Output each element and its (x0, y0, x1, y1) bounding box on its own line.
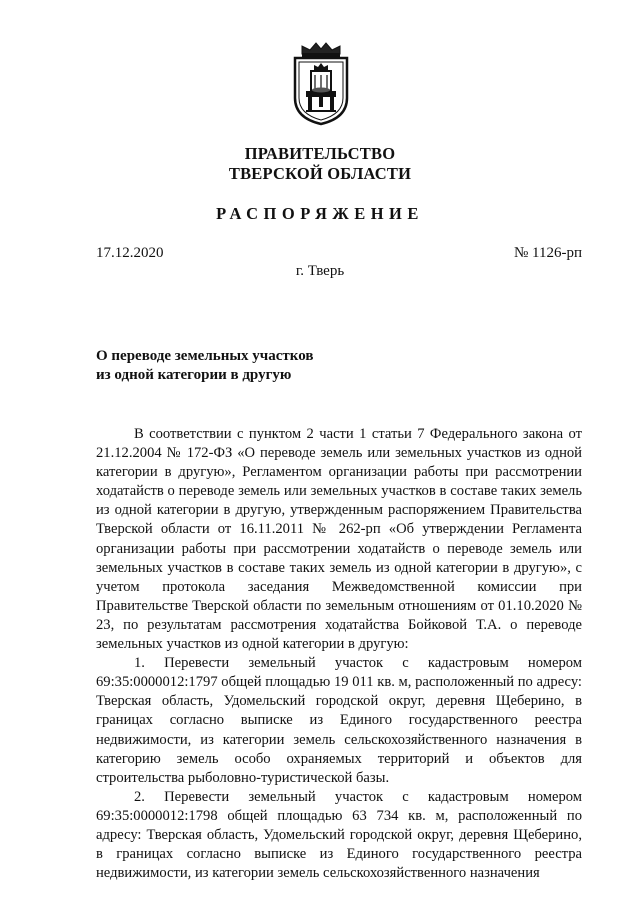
government-name-line1: ПРАВИТЕЛЬСТВО (244, 144, 396, 163)
subject-line2: из одной категории в другую (96, 367, 292, 383)
document-type-title: РАСПОРЯЖЕНИЕ (216, 204, 424, 223)
document-date: 17.12.2020 (96, 245, 164, 261)
body-item-2: 2. Перевести земельный участок с кадастровым номером 69:35:0000012:1798 общей площадью 63 734 кв. м, расположенный по адресу: Тверская область, Удомельский городской округ, деревня Щеберино, в границах согласно выписке из Единого государственного реестра недвижимости, из категории земель сельскохозяйственного назначения (96, 788, 582, 882)
body-item-1: 1. Перевести земельный участок с кадастровым номером 69:35:0000012:1797 общей площадью 19 011 кв. м, расположенный по адресу: Тверская область, Удомельский городской округ, деревня Щеберино, в границах согласно выписке из Единого государственного реестра недвижимости, из категории земель сельскохозяйственного назначения в категорию земель особо охраняемых территорий и объектов для строительства рыболовно-туристической базы. (96, 655, 582, 786)
government-name-line2: ТВЕРСКОЙ ОБЛАСТИ (228, 164, 412, 183)
subject-line1: О переводе земельных участков (96, 348, 314, 364)
body-preamble: В соответствии с пунктом 2 части 1 статьи 7 Федерального закона от 21.12.2004 № 172-ФЗ «О переводе земель или земельных участков из одной категории в другую», Регламентом организации работы при рассмотрении ходатайств о переводе земель или земельных участков в составе таких земель из одной категории в другую, утвержденным распоряжением Правительства Тверской области от 16.11.2011 № 262-рп «Об утверждении Регламента организации работы при рассмотрении ходатайств о переводе земель или земельных участков в составе таких земель из одной категории в другую», с учетом протокола заседания Межведомственной комиссии при Правительстве Тверской области по земельным отношениям от 01.10.2020 № 23, по результатам рассмотрения ходатайства Бойковой Т.А. о переводе земельных участков из одной категории в другую: (96, 426, 582, 653)
tver-coat-of-arms-icon (288, 40, 354, 126)
document-body (96, 425, 582, 883)
document-city: г. Тверь (295, 263, 345, 279)
document-number: № 1126-рп (513, 245, 582, 261)
document-subject (96, 347, 313, 385)
